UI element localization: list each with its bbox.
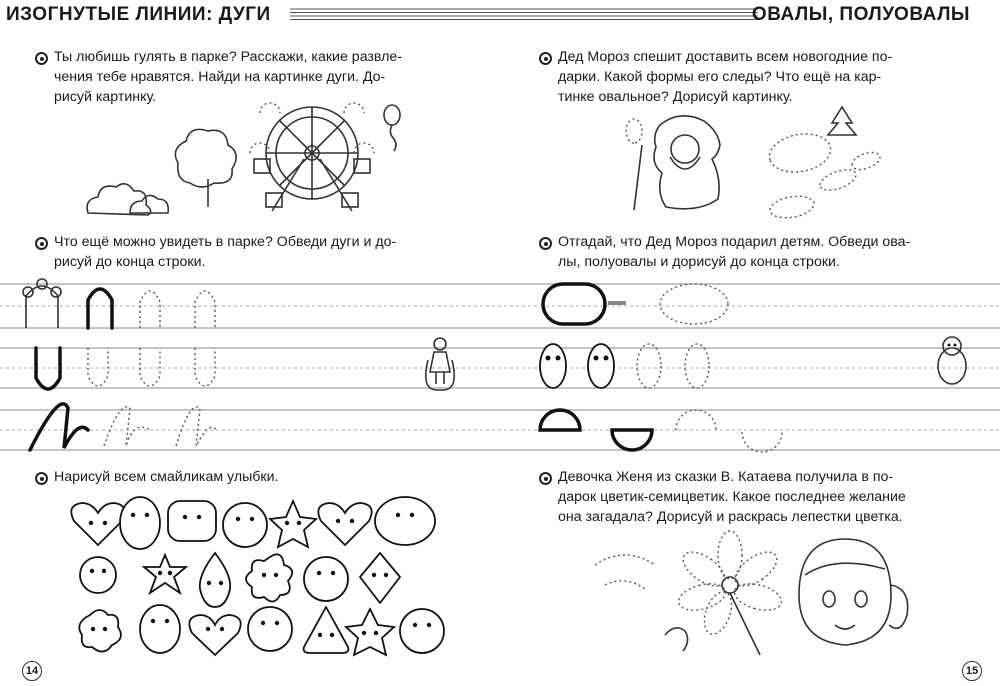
fir-tree — [828, 107, 856, 135]
task-line: Девочка Женя из сказки В. Катаева получила в по- — [558, 469, 894, 485]
seven-color-flower-icon — [676, 531, 785, 655]
task-line: дарок цветик-семицветик. Какое последнее желание — [558, 489, 906, 505]
smiley-shape — [200, 553, 230, 607]
task-line: рисуй до конца строки. — [54, 254, 206, 270]
santa-claus-icon — [626, 116, 720, 210]
target-bullet-icon — [539, 237, 552, 250]
task-flower-text — [558, 467, 906, 527]
smiley-shape — [304, 557, 348, 601]
smiley-shape — [80, 557, 116, 593]
smiley-shape — [375, 497, 435, 545]
smiley-shape — [168, 501, 216, 541]
target-bullet-icon — [35, 472, 48, 485]
task-line: Ты любишь гулять в парке? Расскажи, какие развле- — [54, 49, 403, 65]
smiley-shape — [189, 615, 240, 655]
task-line: рисуй картинку. — [54, 89, 157, 105]
task-line: Что ещё можно увидеть в парке? Обведи дуги и до- — [54, 234, 397, 250]
smiley-shape — [400, 609, 444, 653]
page-title-right: ОВАЛЫ, ПОЛУОВАЛЫ — [751, 4, 970, 25]
smiley-shape — [79, 610, 121, 652]
santa-illustration — [620, 105, 895, 225]
task-gift-text — [558, 232, 910, 272]
smiley-shapes — [60, 495, 460, 660]
task-line: лы, полуовалы и дорисуй до конца строки. — [558, 254, 840, 270]
task-line: тинке овальное? Дорисуй картинку. — [558, 89, 793, 105]
page-number-left: 14 — [22, 661, 42, 681]
page-title-left: ИЗОГНУТЫЕ ЛИНИИ: ДУГИ — [6, 4, 271, 25]
arch-gate — [23, 279, 61, 328]
smiley-shape — [144, 555, 186, 593]
girl-face — [799, 539, 908, 645]
task-line: Нарисуй всем смайликам улыбки. — [54, 469, 279, 485]
smiley-shape — [270, 501, 316, 547]
task-smiles-text — [54, 467, 279, 487]
target-bullet-icon — [35, 237, 48, 250]
task-line: Дед Мороз спешит доставить всем новогодние по- — [558, 49, 893, 65]
bushes — [87, 129, 236, 215]
smiley-shape — [246, 554, 292, 601]
smiley-shape — [71, 503, 124, 545]
task-santa-text — [558, 47, 892, 107]
smiley-shape — [304, 607, 349, 653]
egg-face — [588, 344, 614, 388]
smiley-shape — [140, 605, 180, 653]
smiley-shape — [346, 609, 394, 655]
penguin-icon — [938, 337, 966, 384]
smiley-shape — [248, 607, 292, 651]
task-line: она загадала? Дорисуй и раскрась лепестки цветка. — [558, 509, 903, 525]
task-line: чения тебе нравятся. Найди на картинке дуги. До- — [54, 69, 386, 85]
egg-face — [540, 344, 566, 388]
balloon — [384, 105, 400, 151]
task-line: дарки. Какой формы его следы? Что ещё на кар- — [558, 69, 882, 85]
park-illustration — [80, 95, 410, 220]
smiley-shape — [360, 553, 400, 603]
task-park-more-text — [54, 232, 396, 272]
smiley-shape — [318, 503, 371, 545]
page-number-right: 15 — [962, 661, 982, 681]
target-bullet-icon — [35, 52, 48, 65]
ferris-wheel-icon — [250, 95, 374, 211]
writing-lines — [0, 270, 1000, 460]
girl-skipping-rope-icon — [426, 338, 455, 390]
task-line: Отгадай, что Дед Мороз подарил детям. Обведи ова- — [558, 234, 911, 250]
target-bullet-icon — [539, 52, 552, 65]
smiley-shape — [223, 503, 267, 547]
target-bullet-icon — [539, 472, 552, 485]
smiley-shape — [120, 497, 160, 549]
header-rule — [290, 8, 758, 22]
flower-illustration — [585, 525, 935, 660]
